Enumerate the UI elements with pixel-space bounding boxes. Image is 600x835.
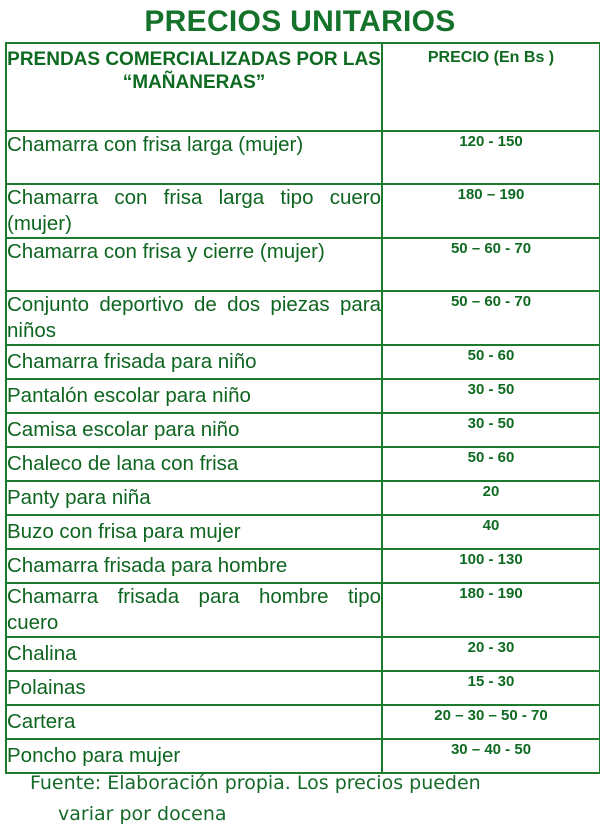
price-cell: 15 - 30 [382, 671, 600, 705]
price-cell: 100 - 130 [382, 549, 600, 583]
table-row [6, 238, 600, 291]
price-cell: 50 - 60 [382, 345, 600, 379]
item-name-cell: Chaleco de lana con frisa [6, 447, 382, 481]
price-cell: 50 – 60 - 70 [382, 291, 600, 345]
item-name-cell: Chamarra frisada para hombre tipo cuero [6, 583, 382, 637]
table-row [6, 583, 600, 637]
table-row [6, 481, 600, 515]
footnote-line-2: variar por docena [58, 803, 227, 825]
price-cell: 30 – 40 - 50 [382, 739, 600, 773]
price-cell: 50 - 60 [382, 447, 600, 481]
column-header-price: PRECIO (En Bs ) [382, 43, 600, 131]
table-header-row [6, 43, 600, 131]
table-row [6, 515, 600, 549]
table-row [6, 131, 600, 184]
item-name-cell: Panty para niña [6, 481, 382, 515]
footnote-line-1: Fuente: Elaboración propia. Los precios pueden [30, 772, 481, 794]
item-name-cell: Pantalón escolar para niño [6, 379, 382, 413]
price-cell: 20 [382, 481, 600, 515]
page-title: PRECIOS UNITARIOS [144, 5, 456, 38]
table-row [6, 345, 600, 379]
table-row [6, 447, 600, 481]
item-name-cell: Chamarra con frisa larga (mujer) [6, 131, 382, 184]
table-row [6, 291, 600, 345]
table-row [6, 184, 600, 238]
item-name-cell: Chamarra con frisa y cierre (mujer) [6, 238, 382, 291]
item-name-cell: Poncho para mujer [6, 739, 382, 773]
price-cell: 20 – 30 – 50 - 70 [382, 705, 600, 739]
price-cell: 180 – 190 [382, 184, 600, 238]
table-row [6, 671, 600, 705]
table-row [6, 637, 600, 671]
item-name-cell: Conjunto deportivo de dos piezas para niños [6, 291, 382, 345]
column-header-item: PRENDAS COMERCIALIZADAS POR LAS “MAÑANERAS” [6, 43, 382, 131]
item-name-cell: Chamarra con frisa larga tipo cuero (mujer) [6, 184, 382, 238]
item-name-cell: Camisa escolar para niño [6, 413, 382, 447]
price-cell: 50 – 60 - 70 [382, 238, 600, 291]
price-cell: 40 [382, 515, 600, 549]
price-cell: 180 - 190 [382, 583, 600, 637]
item-name-cell: Buzo con frisa para mujer [6, 515, 382, 549]
item-name-cell: Polainas [6, 671, 382, 705]
price-table [5, 42, 600, 774]
price-cell: 30 - 50 [382, 413, 600, 447]
item-name-cell: Chamarra frisada para hombre [6, 549, 382, 583]
table-row [6, 549, 600, 583]
source-footnote [30, 768, 575, 830]
item-name-cell: Chalina [6, 637, 382, 671]
price-cell: 30 - 50 [382, 379, 600, 413]
table-row [6, 413, 600, 447]
price-cell: 120 - 150 [382, 131, 600, 184]
table-row [6, 379, 600, 413]
item-name-cell: Cartera [6, 705, 382, 739]
table-row [6, 705, 600, 739]
price-cell: 20 - 30 [382, 637, 600, 671]
item-name-cell: Chamarra frisada para niño [6, 345, 382, 379]
